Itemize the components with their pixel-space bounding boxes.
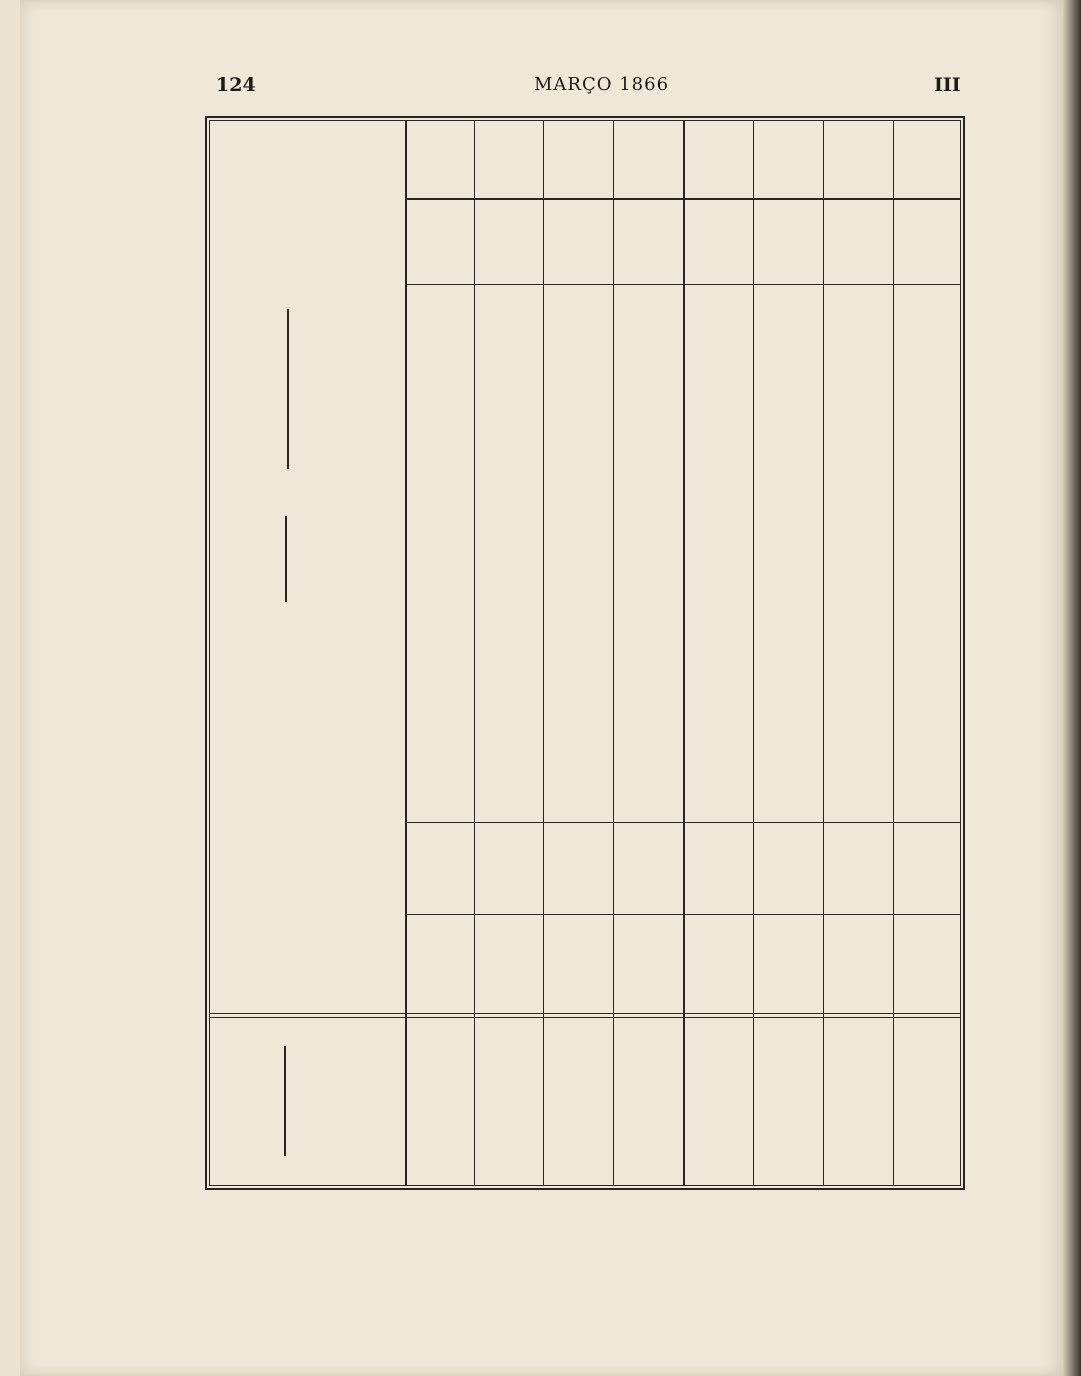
section-rule [209,1013,961,1014]
column-rule [823,120,824,1186]
section-rule [405,822,961,823]
brace-data-obs [284,1046,286,1156]
page-edge [1063,0,1081,1376]
column-rule [753,120,754,1186]
column-rule [543,120,544,1186]
column-rule [893,120,894,1186]
brace-media-as [287,309,289,469]
section-rule [405,914,961,915]
section-number: III [934,74,961,96]
column-rule [474,120,475,1186]
section-rule [209,1017,961,1018]
page-number: 124 [216,74,256,96]
header-rule [405,198,961,200]
section-rule [405,284,961,285]
column-rule [683,120,685,1186]
column-rule [613,120,614,1186]
table-inner-border [209,120,961,1186]
page-title: MARÇO 1866 [534,74,670,95]
brace-media-das [285,516,287,602]
column-rule [405,120,407,1186]
